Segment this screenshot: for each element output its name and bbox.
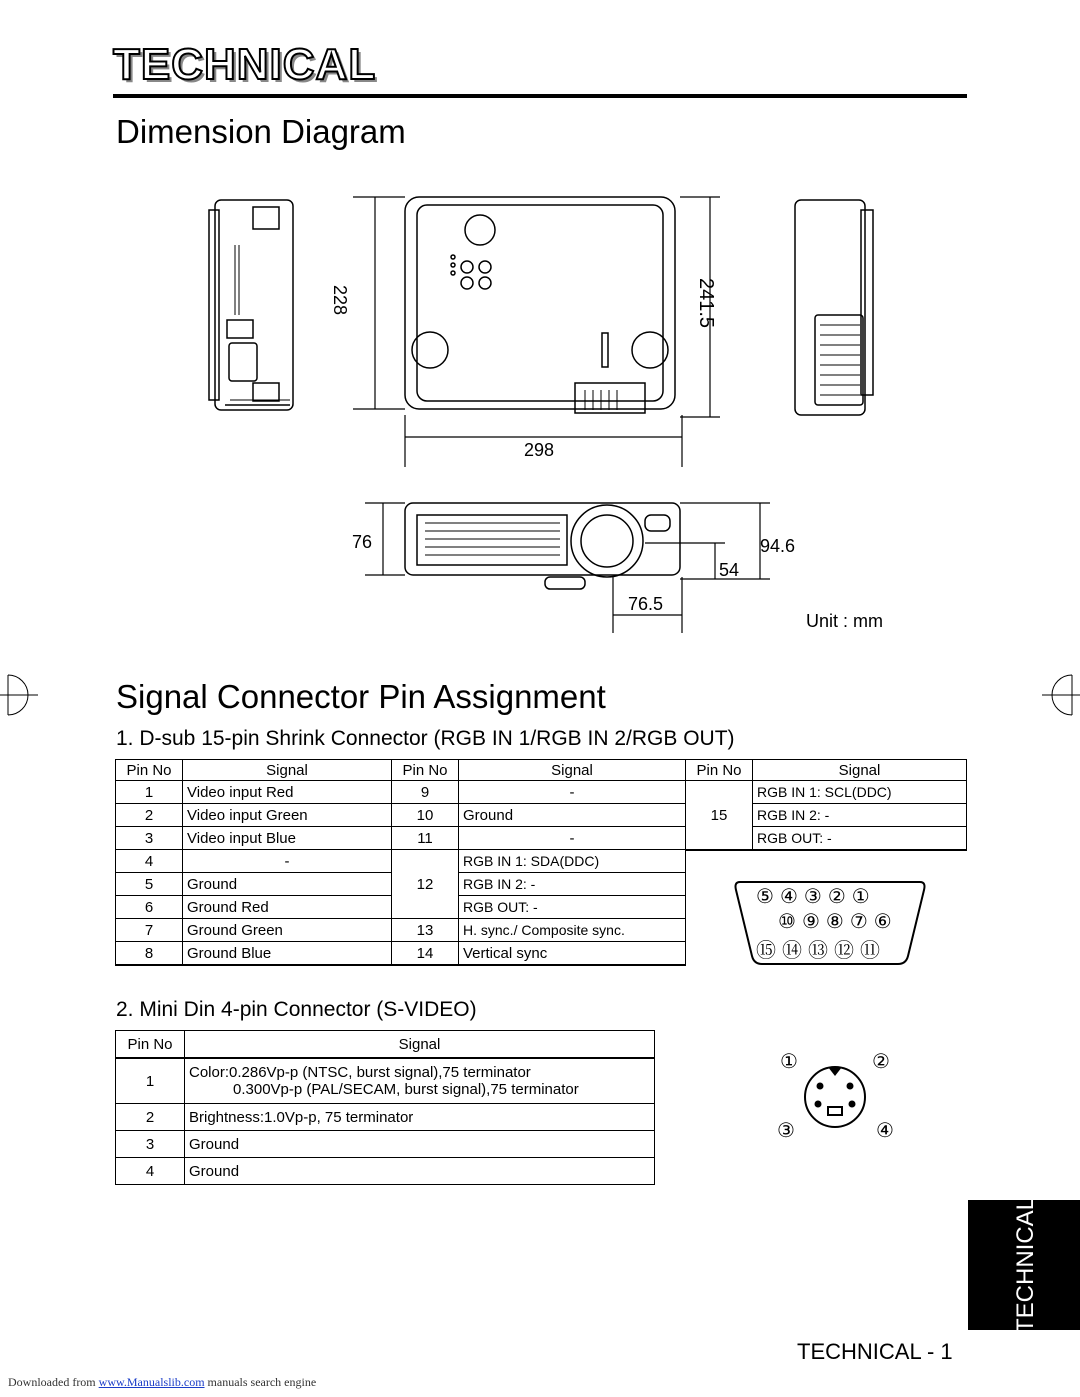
- pin-label: ⑩: [778, 911, 802, 933]
- dsub-table: [115, 759, 686, 966]
- pin-label: ②: [827, 886, 852, 908]
- dsub-pin-row-2: [778, 909, 928, 934]
- pin-label: ⑧: [825, 911, 850, 933]
- pin-label: ⑨: [801, 911, 826, 933]
- pin-label: ⑮: [756, 940, 782, 962]
- pin-cell: 8: [116, 942, 183, 966]
- signal-heading: Signal Connector Pin Assignment: [116, 678, 606, 715]
- download-footer: [8, 1375, 316, 1390]
- pin-cell: 5: [116, 873, 183, 896]
- pin-cell: 11: [392, 827, 459, 850]
- pin-label: ③: [803, 886, 828, 908]
- minidin-pin-2: ②: [872, 1051, 890, 1073]
- page-number: TECHNICAL - 1: [797, 1339, 953, 1364]
- minidin-table: [115, 1030, 655, 1185]
- pin-label: ⑭: [782, 940, 808, 962]
- signal-cell: -: [183, 850, 392, 873]
- header-pin: Pin No: [686, 760, 753, 781]
- dimension-diagram: [195, 185, 915, 635]
- dim-front-total-label: 94.6: [760, 536, 796, 556]
- signal-cell: Ground: [185, 1131, 655, 1158]
- signal-cell: Ground Blue: [183, 942, 392, 966]
- pin-cell: 10: [392, 804, 459, 827]
- header-signal: Signal: [183, 760, 392, 781]
- dim-front-height-label: 76: [352, 532, 373, 552]
- minidin-pin-3: ③: [777, 1120, 795, 1142]
- signal-cell: -: [459, 781, 686, 804]
- pin-cell: 9: [392, 781, 459, 804]
- pin-label: ⑬: [808, 940, 834, 962]
- pin-cell: 12: [392, 850, 459, 919]
- page-title: TECHNICAL: [113, 40, 377, 89]
- table-row: [116, 1158, 655, 1185]
- signal-cell: RGB IN 1: SCL(DDC): [753, 781, 967, 804]
- header-pin: Pin No: [116, 760, 183, 781]
- pin-cell: 15: [686, 781, 753, 851]
- registration-mark-right: [1040, 660, 1080, 730]
- pin-cell: 7: [116, 919, 183, 942]
- pin-cell: 4: [116, 850, 183, 873]
- signal-cell: Ground Green: [183, 919, 392, 942]
- pin-cell: 3: [116, 827, 183, 850]
- signal-line: 0.300Vp-p (PAL/SECAM, burst signal),75 terminator: [233, 1081, 579, 1098]
- table-row: [116, 781, 686, 804]
- dsub-title: 1. D-sub 15-pin Shrink Connector (RGB IN 1/RGB IN 2/RGB OUT): [116, 727, 735, 750]
- signal-cell: -: [459, 827, 686, 850]
- dsub-pin-row-1: [756, 884, 906, 909]
- signal-cell: Brightness:1.0Vp-p, 75 terminator: [185, 1104, 655, 1131]
- registration-mark-left: [0, 660, 40, 730]
- top-view: [405, 197, 675, 413]
- dimension-heading: Dimension Diagram: [116, 113, 406, 150]
- pin-cell: 2: [116, 1104, 185, 1131]
- header-signal: Signal: [753, 760, 967, 781]
- signal-cell: RGB IN 1: SDA(DDC): [459, 850, 686, 873]
- table-row: [686, 781, 967, 804]
- pin-cell: 6: [116, 896, 183, 919]
- front-view: [365, 503, 770, 633]
- dsub-table-pin15: [685, 759, 967, 851]
- dim-depth-label: 241.5: [695, 278, 717, 329]
- pin-cell: 2: [116, 804, 183, 827]
- signal-cell: Video input Green: [183, 804, 392, 827]
- dim-lens-height-label: 54: [719, 560, 740, 580]
- signal-cell: H. sync./ Composite sync.: [459, 919, 686, 942]
- header-signal: Signal: [185, 1031, 655, 1059]
- header-pin: Pin No: [116, 1031, 185, 1059]
- minidin-title: 2. Mini Din 4-pin Connector (S-VIDEO): [116, 998, 477, 1021]
- table-row: [116, 919, 686, 942]
- signal-cell: RGB IN 2: -: [459, 873, 686, 896]
- signal-cell: [185, 1058, 655, 1104]
- minidin-pin-4: ④: [876, 1120, 894, 1142]
- signal-cell: RGB IN 2: -: [753, 804, 967, 827]
- table-row: [116, 1131, 655, 1158]
- side-tab-label: TECHNICAL: [1012, 1196, 1039, 1334]
- signal-cell: Ground: [183, 873, 392, 896]
- dsub-pin-row-3: [756, 934, 906, 963]
- pin-label: ⑤: [756, 886, 780, 908]
- signal-cell: RGB OUT: -: [753, 827, 967, 851]
- side-view-right: [795, 200, 873, 415]
- table-row: [116, 1058, 655, 1104]
- pin-cell: 1: [116, 781, 183, 804]
- download-suffix: manuals search engine: [204, 1375, 317, 1389]
- signal-cell: Ground: [459, 804, 686, 827]
- pin-label: ⑥: [873, 911, 898, 933]
- signal-cell: Video input Red: [183, 781, 392, 804]
- pin-cell: 3: [116, 1131, 185, 1158]
- table-row: [116, 850, 686, 873]
- signal-cell: Vertical sync: [459, 942, 686, 966]
- signal-line: Color:0.286Vp-p (NTSC, burst signal),75 terminator: [189, 1064, 531, 1081]
- signal-cell: Video input Blue: [183, 827, 392, 850]
- header-signal: Signal: [459, 760, 686, 781]
- unit-label: Unit : mm: [806, 611, 884, 631]
- download-prefix: Downloaded from: [8, 1375, 99, 1389]
- minidin-connector-icon: [800, 1062, 870, 1132]
- manualslib-link[interactable]: www.Manualslib.com: [98, 1375, 205, 1389]
- title-rule: [113, 94, 967, 98]
- table-row: [116, 827, 686, 850]
- pin-label: ⑪: [860, 940, 886, 962]
- pin-label: ④: [779, 886, 804, 908]
- table-row: [116, 1104, 655, 1131]
- signal-cell: RGB OUT: -: [459, 896, 686, 919]
- signal-cell: Ground: [185, 1158, 655, 1185]
- minidin-pin-1: ①: [780, 1051, 798, 1073]
- table-row: [116, 942, 686, 966]
- side-view-left: [209, 200, 293, 410]
- pin-cell: 14: [392, 942, 459, 966]
- signal-cell: Ground Red: [183, 896, 392, 919]
- pin-cell: 13: [392, 919, 459, 942]
- section-side-tab[interactable]: [968, 1196, 1080, 1334]
- header-pin: Pin No: [392, 760, 459, 781]
- dim-width-label: 298: [524, 440, 555, 460]
- pin-label: ①: [851, 886, 876, 908]
- pin-label: ⑫: [834, 940, 860, 962]
- pin-cell: 1: [116, 1058, 185, 1104]
- dim-height-label: 228: [330, 285, 350, 316]
- pin-cell: 4: [116, 1158, 185, 1185]
- dim-lens-offset-label: 76.5: [628, 594, 664, 614]
- table-row: [116, 804, 686, 827]
- pin-label: ⑦: [849, 911, 874, 933]
